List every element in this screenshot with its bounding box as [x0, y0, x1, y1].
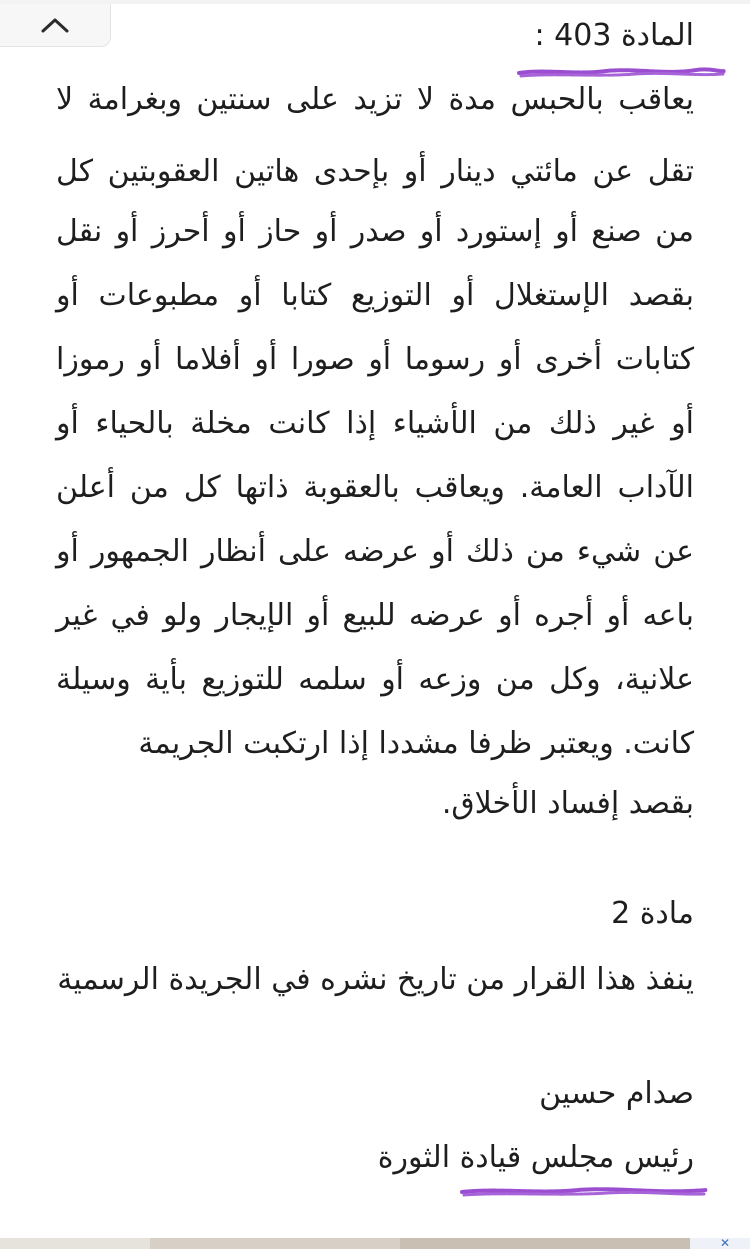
article-heading: المادة 403 :	[534, 18, 694, 53]
top-strip	[0, 0, 750, 4]
paragraph-line: بقصد إفساد الأخلاق.	[441, 786, 694, 821]
ad-thumbnail[interactable]	[0, 1238, 150, 1249]
paragraph-line: علانية، وكل من وزعه أو سلمه للتوزيع بأية وسيلة	[56, 662, 694, 697]
signature-title: رئيس مجلس قيادة الثورة	[377, 1140, 694, 1175]
paragraph-line: كانت. ويعتبر ظرفا مشددا إذا ارتكبت الجريمة	[138, 726, 694, 761]
paragraph-line: تقل عن مائتي دينار أو بإحدى هاتين العقوبتين كل	[56, 154, 694, 189]
signature-name: صدام حسين	[539, 1076, 694, 1111]
paragraph-line: من صنع أو إستورد أو صدر أو حاز أو أحرز أو نقل	[56, 214, 694, 249]
paragraph-line: يعاقب بالحبس مدة لا تزيد على سنتين وبغرامة لا	[56, 82, 694, 117]
chevron-up-icon	[40, 16, 70, 34]
article2-text: ينفذ هذا القرار من تاريخ نشره في الجريدة الرسمية	[57, 962, 694, 997]
paragraph-line: بقصد الإستغلال أو التوزيع كتابا أو مطبوعات أو	[56, 278, 694, 313]
collapse-button[interactable]	[0, 4, 111, 47]
ad-strip	[0, 1235, 750, 1249]
paragraph-line: أو غير ذلك من الأشياء إذا كانت مخلة بالحياء أو	[56, 406, 694, 441]
paragraph-line: باعه أو أجره أو عرضه للبيع أو الإيجار ولو في غير	[56, 598, 694, 633]
paragraph-line: كتابات أخرى أو رسوما أو صورا أو أفلاما أو رموزا	[56, 342, 694, 377]
close-icon[interactable]: ✕	[719, 1235, 731, 1249]
paragraph-line: الآداب العامة. ويعاقب بالعقوبة ذاتها كل من أعلن	[56, 470, 694, 505]
highlight-underline-signature	[458, 1182, 710, 1200]
article2-heading: مادة 2	[611, 896, 694, 931]
paragraph-line: عن شيء من ذلك أو عرضه على أنظار الجمهور أو	[56, 534, 694, 569]
ad-thumbnail[interactable]	[400, 1238, 690, 1249]
ad-thumbnail[interactable]	[150, 1238, 400, 1249]
